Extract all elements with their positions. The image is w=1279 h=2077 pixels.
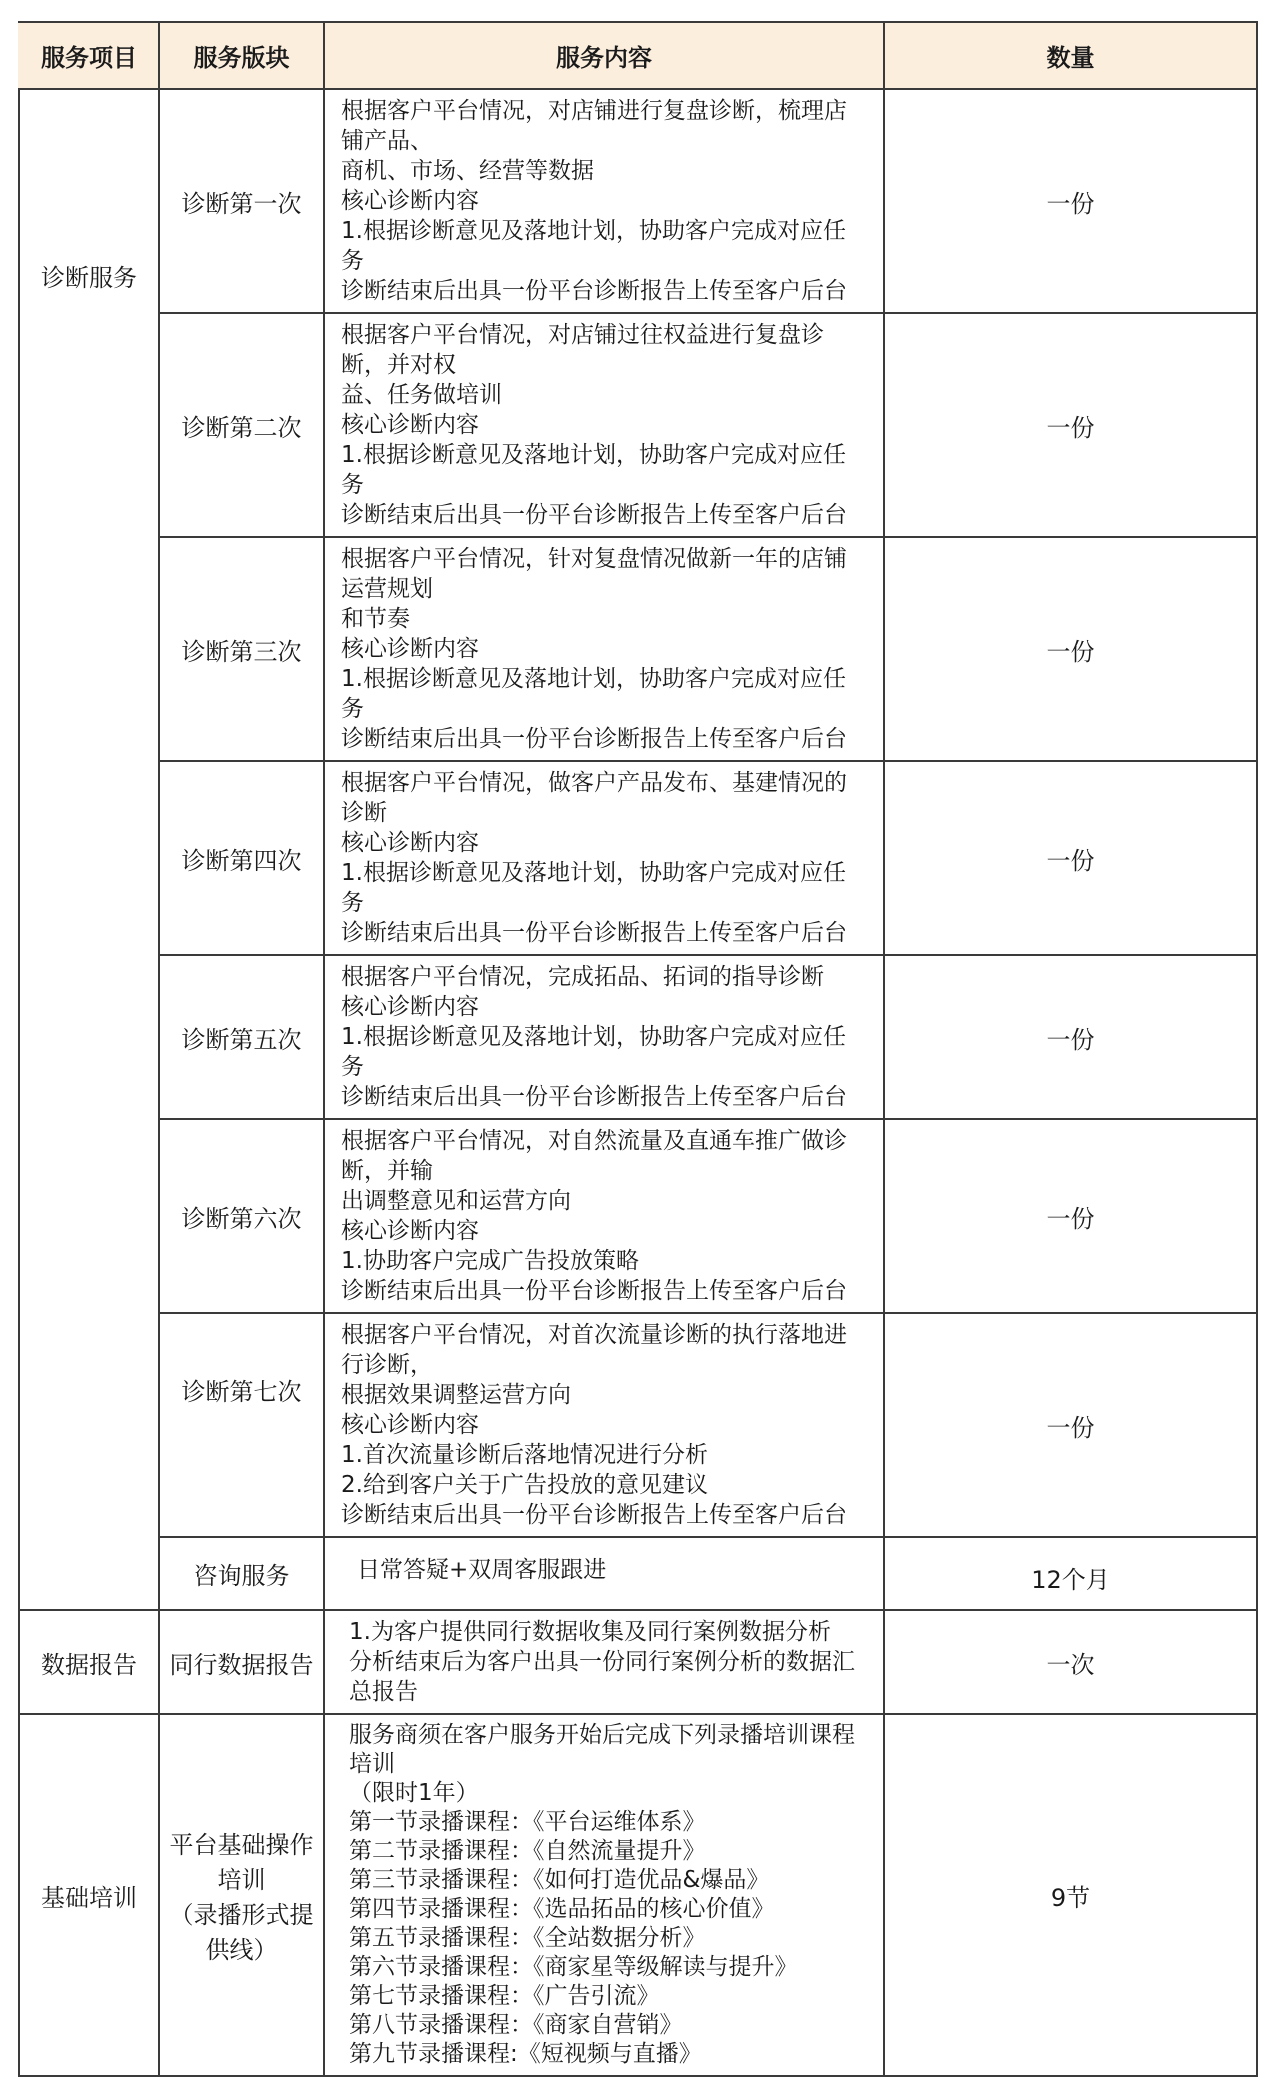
content-cell [324, 761, 884, 955]
block-subtitle: （录播形式提供线） [169, 1901, 314, 1964]
content-line: 1.首次流量诊断后落地情况进行分析 [341, 1442, 708, 1468]
table-row [19, 89, 1257, 313]
quantity-cell: 一份 [884, 955, 1257, 1119]
quantity-cell: 一份 [884, 1119, 1257, 1313]
content-line: 2.给到客户关于广告投放的意见建议 [341, 1472, 708, 1498]
table-row [19, 1119, 1257, 1313]
content-line: 根据客户平台情况，对店铺进行复盘诊断，梳理店铺产品、 [341, 98, 847, 154]
project-cell-training: 基础培训 [19, 1714, 159, 2076]
content-cell [324, 313, 884, 537]
quantity-cell: 12个月 [884, 1537, 1257, 1610]
content-cell [324, 89, 884, 313]
block-cell: 诊断第一次 [159, 89, 324, 313]
content-line: 1.根据诊断意见及落地计划，协助客户完成对应任务 [341, 218, 846, 274]
quantity-cell: 一份 [884, 761, 1257, 955]
content-line: 第二节录播课程：《自然流量提升》 [349, 1838, 706, 1864]
content-line: 根据客户平台情况，完成拓品、拓词的指导诊断 [341, 964, 824, 990]
content-line: 核心诊断内容 [341, 994, 479, 1020]
project-cell-diagnosis: 诊断服务 [19, 89, 159, 1610]
block-cell: 同行数据报告 [159, 1610, 324, 1714]
content-line: 第八节录播课程：《商家自营销》 [349, 2012, 683, 2038]
content-line: 第六节录播课程：《商家星等级解读与提升》 [349, 1954, 798, 1980]
block-cell: 诊断第七次 [159, 1313, 324, 1537]
header-row [19, 22, 1257, 89]
content-line: 诊断结束后出具一份平台诊断报告上传至客户后台 [341, 726, 847, 752]
content-line: 核心诊断内容 [341, 1218, 479, 1244]
content-cell [324, 955, 884, 1119]
service-table [18, 21, 1258, 2077]
block-cell: 咨询服务 [159, 1537, 324, 1610]
content-line: （限时1年） [349, 1780, 479, 1806]
quantity-cell: 9节 [884, 1714, 1257, 2076]
content-line: 第一节录播课程：《平台运维体系》 [349, 1809, 706, 1835]
content-line: 根据客户平台情况，做客户产品发布、基建情况的诊断 [341, 770, 847, 826]
table-row [19, 537, 1257, 761]
content-line: 核心诊断内容 [341, 412, 479, 438]
block-cell: 诊断第四次 [159, 761, 324, 955]
content-line: 第九节录播课程:《短视频与直播》 [349, 2041, 702, 2067]
table-row [19, 1537, 1257, 1610]
header-quantity: 数量 [884, 22, 1257, 89]
quantity-cell: 一份 [884, 1313, 1257, 1537]
content-line: 核心诊断内容 [341, 830, 479, 856]
content-line: 诊断结束后出具一份平台诊断报告上传至客户后台 [341, 502, 847, 528]
project-cell-data-report: 数据报告 [19, 1610, 159, 1714]
content-cell [324, 537, 884, 761]
quantity-cell: 一次 [884, 1610, 1257, 1714]
content-cell [324, 1537, 884, 1610]
header-block: 服务版块 [159, 22, 324, 89]
content-line: 服务商须在客户服务开始后完成下列录播培训课程培训 [349, 1722, 855, 1777]
block-cell [159, 1714, 324, 2076]
quantity-cell: 一份 [884, 537, 1257, 761]
block-title: 平台基础操作培训 [169, 1831, 314, 1894]
content-line: 日常答疑+双周客服跟进 [357, 1557, 607, 1583]
content-cell [324, 1610, 884, 1714]
content-line: 第五节录播课程：《全站数据分析》 [349, 1925, 706, 1951]
content-line: 出调整意见和运营方向 [341, 1188, 571, 1214]
content-line: 诊断结束后出具一份平台诊断报告上传至客户后台 [341, 1278, 847, 1304]
content-line: 根据效果调整运营方向 [341, 1382, 571, 1408]
content-line: 和节奏 [341, 606, 410, 632]
content-cell [324, 1714, 884, 2076]
content-line: 1.根据诊断意见及落地计划，协助客户完成对应任务 [341, 442, 846, 498]
table-row [19, 1610, 1257, 1714]
content-line: 1.为客户提供同行数据收集及同行案例数据分析 [349, 1619, 831, 1645]
content-line: 核心诊断内容 [341, 1412, 479, 1438]
block-cell: 诊断第五次 [159, 955, 324, 1119]
content-line: 根据客户平台情况，对自然流量及直通车推广做诊断，并输 [341, 1128, 847, 1184]
content-line: 诊断结束后出具一份平台诊断报告上传至客户后台 [341, 1084, 847, 1110]
content-line: 诊断结束后出具一份平台诊断报告上传至客户后台 [341, 1502, 847, 1528]
content-line: 核心诊断内容 [341, 188, 479, 214]
quantity-cell: 一份 [884, 313, 1257, 537]
content-line: 第三节录播课程：《如何打造优品&爆品》 [349, 1867, 770, 1893]
content-line: 1.根据诊断意见及落地计划，协助客户完成对应任务 [341, 666, 846, 722]
content-line: 分析结束后为客户出具一份同行案例分析的数据汇总报告 [349, 1649, 855, 1705]
header-content: 服务内容 [324, 22, 884, 89]
block-cell: 诊断第三次 [159, 537, 324, 761]
content-line: 第四节录播课程：《选品拓品的核心价值》 [349, 1896, 775, 1922]
content-line: 核心诊断内容 [341, 636, 479, 662]
service-table-container [18, 21, 1256, 2067]
table-row [19, 313, 1257, 537]
table-row [19, 761, 1257, 955]
content-line: 诊断结束后出具一份平台诊断报告上传至客户后台 [341, 278, 847, 304]
content-line: 根据客户平台情况，对首次流量诊断的执行落地进行诊断， [341, 1322, 847, 1378]
header-project: 服务项目 [19, 22, 159, 89]
content-line: 诊断结束后出具一份平台诊断报告上传至客户后台 [341, 920, 847, 946]
content-line: 第七节录播课程：《广告引流》 [349, 1983, 660, 2009]
content-line: 1.协助客户完成广告投放策略 [341, 1248, 639, 1274]
content-line: 1.根据诊断意见及落地计划，协助客户完成对应任务 [341, 860, 846, 916]
content-line: 1.根据诊断意见及落地计划，协助客户完成对应任务 [341, 1024, 846, 1080]
content-cell [324, 1119, 884, 1313]
block-cell: 诊断第六次 [159, 1119, 324, 1313]
content-line: 商机、市场、经营等数据 [341, 158, 594, 184]
quantity-cell: 一份 [884, 89, 1257, 313]
table-row [19, 955, 1257, 1119]
content-line: 益、任务做培训 [341, 382, 502, 408]
content-cell [324, 1313, 884, 1537]
block-cell: 诊断第二次 [159, 313, 324, 537]
content-line: 根据客户平台情况，对店铺过往权益进行复盘诊断，并对权 [341, 322, 824, 378]
table-row [19, 1714, 1257, 2076]
content-line: 根据客户平台情况，针对复盘情况做新一年的店铺运营规划 [341, 546, 847, 602]
table-row [19, 1313, 1257, 1537]
